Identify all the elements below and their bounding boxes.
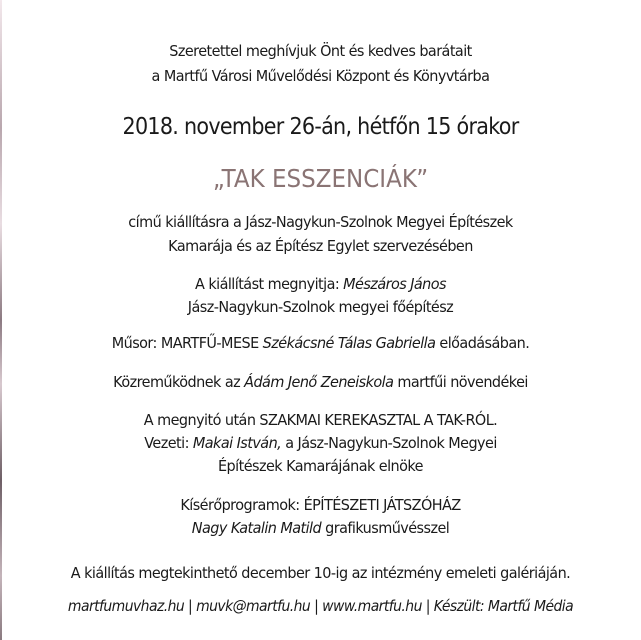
opener-label: A kiállítást megnyitja: (195, 275, 340, 293)
artist-suffix: grafikusművésszel (325, 519, 450, 537)
subtitle-line-2: Kamarája és az Építész Egylet szervezésében (168, 237, 473, 255)
footer-site-1[interactable]: martfumuvhaz.hu (67, 597, 185, 615)
host-role-2: Építészek Kamarájának elnöke (218, 457, 423, 475)
roundtable-host-line (22, 434, 618, 452)
program-label: Műsor: MARTFŰ-MESE (111, 334, 259, 352)
program-suffix: előadásában. (439, 334, 530, 352)
contributors-school: Ádám Jenő Zeneiskola (244, 373, 394, 391)
contributors-prefix: Közreműködnek az (113, 373, 241, 391)
opener-name: Mészáros János (343, 275, 446, 293)
side-program-artist-line (22, 519, 618, 537)
roundtable-line: A megnyitó után SZAKMAI KEREKASZTAL A TAK-RÓL. (143, 411, 498, 429)
footer-made-label: Készült: (433, 597, 485, 615)
footer-site-2[interactable]: www.martfu.hu (322, 597, 422, 615)
footer-separator: | (425, 597, 430, 615)
footer-email[interactable]: muvk@martfu.hu (196, 597, 311, 615)
program-line (22, 334, 618, 352)
subtitle-line-1: című kiállításra a Jász-Nagykun-Szolnok Megyei Építészek (128, 213, 513, 231)
footer-separator: | (314, 597, 319, 615)
host-label: Vezeti: (144, 434, 189, 452)
footer-made-by: Martfű Média (487, 597, 574, 615)
footer (22, 597, 618, 615)
artist-name: Nagy Katalin Matild (191, 519, 322, 537)
contributors-line (22, 373, 618, 391)
host-role-1: a Jász-Nagykun-Szolnok Megyei (285, 434, 497, 452)
availability-line: A kiállítás megtekinthető december 10-ig az intézmény emeleti galériáján. (70, 564, 571, 582)
opener-line (22, 275, 618, 293)
intro-line-1: Szeretettel meghívjuk Önt és kedves barátait (169, 42, 472, 60)
program-performer: Székácsné Tálas Gabriella (262, 334, 436, 352)
opener-role: Jász-Nagykun-Szolnok megyei főépítész (187, 298, 454, 316)
exhibition-title: „TAK ESSZENCIÁK” (212, 164, 429, 193)
intro-line-2: a Martfű Városi Művelődési Központ és Könyvtárba (151, 67, 490, 85)
side-program-line: Kísérőprogramok: ÉPÍTÉSZETI JÁTSZÓHÁZ (180, 496, 461, 514)
contributors-suffix: martfűi növendékei (397, 373, 528, 391)
event-date: 2018. november 26-án, hétfőn 15 órakor (122, 114, 519, 140)
host-name: Makai István, (192, 434, 282, 452)
footer-separator: | (188, 597, 193, 615)
